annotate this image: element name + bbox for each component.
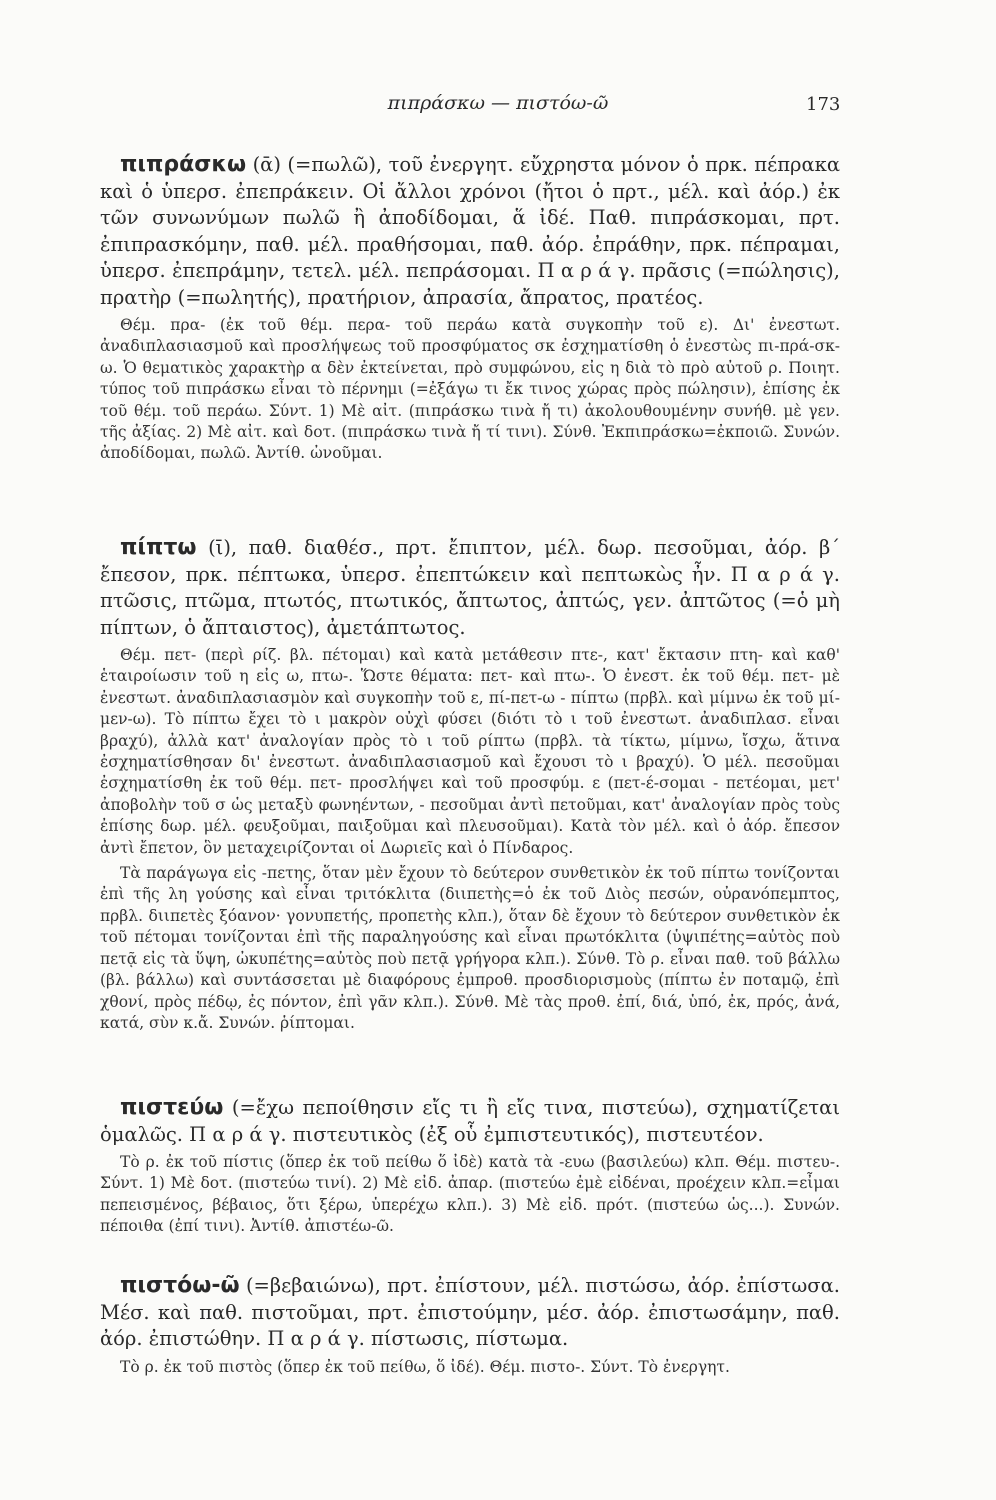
dictionary-entry: [100, 1273, 840, 1378]
entry-notes-continued: Τὰ παράγωγα εἰς -πετης, ὅταν μὲν ἔχουν τὸ δεύτερον συνθετικὸν ἐκ τοῦ πίπτω τονίζονται ἐπὶ τῆς λη γούσης καὶ εἶναι τριτόκλιτα (διιπετὴς=ὁ ἐκ τοῦ Διὸς πεσών, οὐρανόπεμπτος, πρβλ. διιπετὲς ξόανον· γονυπετής, προπετὴς κλπ.), ὅταν δὲ ἔχουν τὸ δεύτερον συνθετικὸν ἐκ τοῦ πέτομαι τονίζονται ἐπὶ τῆς παραληγούσης καὶ εἶναι πρωτόκλιτα (ὑψιπέτης=αὐτὸς ποὺ πετᾷ εἰς τὰ ὕψη, ὠκυπέτης=αὐτὸς ποὺ πετᾷ γρήγορα κλπ.). Σύνθ. Τὸ ρ. εἶναι παθ. τοῦ βάλλω (βλ. βάλλω) καὶ συντάσσεται μὲ διαφόρους ἐμπροθ. προσδιορισμοὺς (πίπτω ἐν ποταμῷ, ἐπὶ χθονί, πρὸς πέδῳ, ἐς πόντον, ἐπὶ γᾶν κλπ.). Σύνθ. Μὲ τὰς προθ. ἐπί, διά, ὑπό, ἐκ, πρός, ἀνά, κατά, σὺν κ.ἄ. Συνών. ῥίπτομαι.: [100, 864, 840, 1032]
page-header: [0, 92, 996, 122]
entry-body: (=ἔχω πεποίθησιν εἴς τι ἢ εἴς τινα, πιστεύω), σχηματίζεται ὁμαλῶς. Π α ρ ά γ. πιστευτικὸς (ἐξ οὗ ἐμπιστευτικός), πιστευτέον.: [100, 1096, 840, 1146]
entry-headword: πίπτω: [120, 535, 197, 560]
entry-body: (=βεβαιώνω), πρτ. ἐπίστουν, μέλ. πιστώσω, ἀόρ. ἐπίστωσα. Μέσ. καὶ παθ. πιστοῦμαι, πρτ. ἐπιστούμην, μέσ. ἀόρ. ἐπιστωσάμην, παθ. ἀόρ. ἐπιστώθην. Π α ρ ά γ. πίστωσις, πίστωμα.: [100, 1274, 840, 1350]
entry-body: (ᾱ) (=πωλῶ), τοῦ ἐνεργητ. εὔχρηστα μόνον ὁ πρκ. πέπρακα καὶ ὁ ὑπερσ. ἐπεπράκειν. Οἱ ἄλλοι χρόνοι (ἤτοι ὁ πρτ., μέλ. καὶ ἀόρ.) ἐκ τῶν συνωνύμων πωλῶ ἢ ἀποδίδομαι, ἅ ἰδέ. Παθ. πιπράσκομαι, πρτ. ἐπιπρασκόμην, παθ. μέλ. πραθήσομαι, παθ. ἀόρ. ἐπράθην, πρκ. πέπραμαι, ὑπερσ. ἐπεπράμην, τετελ. μέλ. πεπράσομαι. Π α ρ ά γ. πρᾶσις (=πώλησις), πρατὴρ (=πωλητής), πρατήριον, ἀπρασία, ἄπρατος, πρατέος.: [100, 153, 841, 309]
entry-notes: Θέμ. πρα- (ἐκ τοῦ θέμ. περα- τοῦ περάω κατὰ συγκοπὴν τοῦ ε). Δι' ἐνεστωτ. ἀναδιπλασιασμοῦ καὶ προσλήψεως τοῦ προσφύματος σκ ἐσχηματίσθη ὁ ἐνεστὼς πι-πρά-σκ-ω. Ὁ θεματικὸς χαρακτὴρ α δὲν ἐκτείνεται, πρὸ συμφώνου, εἰς η διὰ τὸ πρὸ αὐτοῦ ρ. Ποιητ. τύπος τοῦ πιπράσκω εἶναι τὸ πέρνημι (=ἐξάγω τι ἔκ τινος χώρας πρὸς πώλησιν), ἐπίσης ἐκ τοῦ θέμ. τοῦ περάω. Σύντ. 1) Μὲ αἰτ. (πιπράσκω τινὰ ἤ τι) ἀκολουθουμένην συνήθ. μὲ γεν. τῆς ἀξίας. 2) Μὲ αἰτ. καὶ δοτ. (πιπράσκω τινὰ ἤ τί τινι). Σύνθ. Ἐκπιπράσκω=ἐκποιῶ. Συνών. ἀποδίδομαι, πωλῶ. Ἀντίθ. ὠνοῦμαι.: [100, 316, 840, 463]
entry-notes: Τὸ ρ. ἐκ τοῦ πιστὸς (ὅπερ ἐκ τοῦ πείθω, ὅ ἰδέ). Θέμ. πιστο-. Σύντ. Τὸ ἐνεργητ.: [120, 1357, 730, 1376]
entry-headword: πιστόω-ῶ: [120, 1273, 240, 1298]
page-number: 173: [806, 94, 841, 115]
entry-body: (ῑ), παθ. διαθέσ., πρτ. ἔπιπτον, μέλ. δωρ. πεσοῦμαι, ἀόρ. β΄ ἔπεσον, πρκ. πέπτωκα, ὑπερσ. ἐπεπτώκειν καὶ πεπτωκὼς ἦν. Π α ρ ά γ. πτῶσις, πτῶμα, πτωτός, πτωτικός, ἄπτωτος, ἀπτώς, γεν. ἀπτῶτος (=ὁ μὴ πίπτων, ὁ ἄπταιστος), ἀμετάπτωτος.: [100, 536, 841, 639]
entry-notes: Θέμ. πετ- (περὶ ρίζ. βλ. πέτομαι) καὶ κατὰ μετάθεσιν πτε-, κατ' ἔκτασιν πτη- καὶ καθ' ἑταιροίωσιν τοῦ η εἰς ω, πτω-. Ὥστε θέματα: πετ- καὶ πτω-. Ὁ ἐνεστ. ἐκ τοῦ θέμ. πετ- μὲ ἐνεστωτ. ἀναδιπλασιασμὸν καὶ συγκοπὴν τοῦ ε, πί-πετ-ω - πίπτω (πρβλ. καὶ μίμνω ἐκ τοῦ μί-μεν-ω). Τὸ πίπτω ἔχει τὸ ι μακρὸν οὐχὶ φύσει (διότι τὸ ι τοῦ ἐνεστωτ. ἀναδιπλασ. εἶναι βραχύ), ἀλλὰ κατ' ἀναλογίαν πρὸς τὸ ι τοῦ ρίπτω (πρβλ. τὰ τίκτω, μίμνω, ἴσχω, ἅτινα ἐσχηματίσθησαν δι' ἐνεστωτ. ἀναδιπλασιασμοῦ καὶ ἔχουσι τὸ ι βραχύ). Ὁ μέλ. πεσοῦμαι ἐσχηματίσθη ἐκ τοῦ θέμ. πετ- προσλήψει καὶ τοῦ προσφύμ. ε (πετ-έ-σομαι - πετέομαι, μετ' ἀποβολὴν τοῦ σ ὡς μεταξὺ φωνηέντων, - πεσοῦμαι ἀντὶ πετοῦμαι, κατ' ἀναλογίαν πρὸς τοὺς ἐπίσης δωρ. μέλ. φευξοῦμαι, παιξοῦμαι καὶ πλευσοῦμαι). Κατὰ τὸν μέλ. καὶ ὁ ἀόρ. ἔπεσον ἀντὶ ἔπετον, ὃν μεταχειρίζονται οἱ Δωριεῖς καὶ ὁ Πίνδαρος.: [100, 646, 840, 857]
dictionary-entry: [100, 152, 840, 465]
entry-headword: πιστεύω: [120, 1095, 224, 1120]
entry-headword: πιπράσκω: [120, 152, 247, 177]
dictionary-entry: [100, 1095, 840, 1238]
running-title: πιπράσκω — πιστόω-ῶ: [387, 92, 609, 114]
entry-notes: Τὸ ρ. ἐκ τοῦ πίστις (ὅπερ ἐκ τοῦ πείθω ὅ ἰδὲ) κατὰ τὰ -ευω (βασιλεύω) κλπ. Θέμ. πιστευ-. Σύντ. 1) Μὲ δοτ. (πιστεύω τινί). 2) Μὲ εἰδ. ἀπαρ. (πιστεύω ἐμὲ εἰδέναι, προέχειν κλπ.=εἶμαι πεπεισμένος, βέβαιος, ὅτι ξέρω, ὑπερέχω κλπ.). 3) Μὲ εἰδ. πρότ. (πιστεύω ὡς...). Συνών. πέποιθα (ἐπί τινι). Ἀντίθ. ἀπιστέω-ῶ.: [100, 1153, 840, 1236]
dictionary-entry: [100, 535, 840, 1034]
